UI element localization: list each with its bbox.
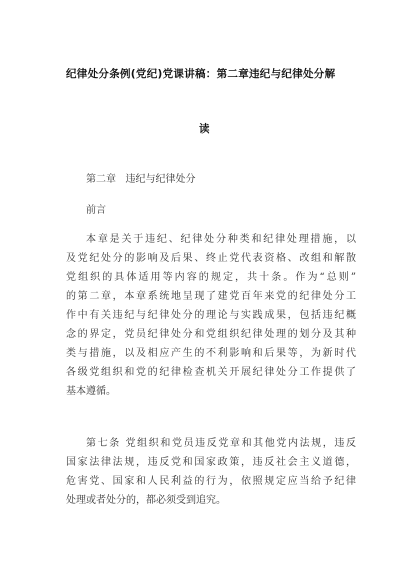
- paragraph-line: 第七条 党组织和党员违反党章和其他党内法规，违反: [86, 438, 356, 449]
- paragraph-line: 危害党、国家和人民利益的行为，依照规定应当给予纪律: [66, 476, 356, 487]
- paragraph-line: 党组织的具体适用等内容的规定，共十条。作为“总则”: [66, 272, 356, 283]
- paragraph-line: 本章是关于违纪、纪律处分种类和纪律处理措施，以: [86, 234, 356, 245]
- document-title: 纪律处分条例(党纪)党课讲稿：第二章违纪与纪律处分解: [66, 68, 336, 80]
- paragraph-line: 及党纪处分的影响及后果、终止党代表资格、改组和解散: [66, 253, 356, 264]
- paragraph-line: 各级党组织和党的纪律检查机关开展纪律处分工作提供了: [66, 367, 356, 378]
- paragraph-line: 类与措施，以及相应产生的不利影响和后果等，为新时代: [66, 348, 356, 359]
- paragraph-article-7: [66, 434, 356, 510]
- paragraph-intro: [66, 230, 356, 401]
- paragraph-line: 的第二章，本章系统地呈现了建党百年来党的纪律处分工: [66, 291, 356, 302]
- document-title-continuation: 读: [199, 123, 210, 135]
- paragraph-line: 处理或者处分的，都必须受到追究。: [66, 495, 226, 506]
- chapter-heading: 第二章 违纪与纪律处分: [86, 174, 196, 185]
- paragraph-line: 基本遵循。: [66, 386, 116, 397]
- paragraph-line: 作中有关违纪与纪律处分的理论与实践成果，包括违纪概: [66, 310, 356, 321]
- paragraph-line: 国家法律法规，违反党和国家政策，违反社会主义道德，: [66, 457, 356, 468]
- paragraph-line: 念的界定，党员纪律处分和党组织纪律处理的划分及其种: [66, 329, 356, 340]
- preface-label: 前言: [86, 205, 106, 216]
